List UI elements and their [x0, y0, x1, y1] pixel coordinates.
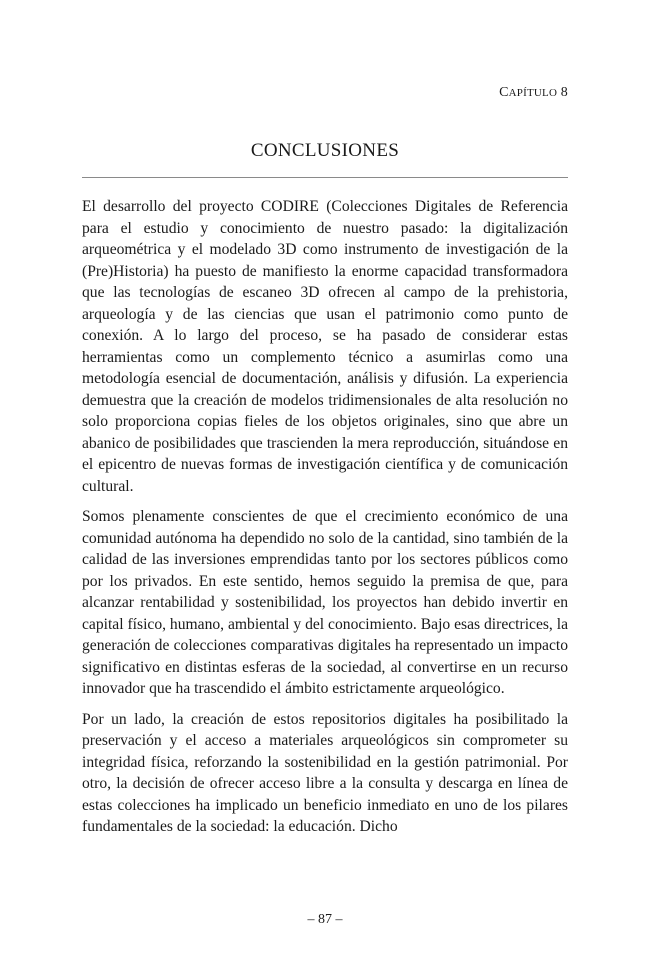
paragraph: Somos plenamente conscientes de que el crecimiento económico de una comunidad autónoma ha dependido no solo de la cantidad, sino también de la calidad de las inversiones emprendidas tanto por los sectores públicos como por los privados. En este sentido, hemos seguido la premisa de que, para alcanzar rentabilidad y sostenibilidad, los proyectos han debido invertir en capital físico, humano, ambiental y del conocimiento. Bajo esas directrices, la generación de colecciones comparativas digitales ha representado un impacto significativo en distintas esferas de la sociedad, al convertirse en un recurso innovador que ha trascendido el ámbito estrictamente arqueológico. — [82, 508, 568, 697]
title-divider — [82, 177, 568, 178]
chapter-word: APÍTULO — [508, 87, 558, 99]
chapter-initial: C — [499, 85, 509, 100]
paragraph: El desarrollo del proyecto CODIRE (Colecciones Digitales de Referencia para el estudio y conocimiento de nuestro pasado: la digitalización arqueométrica y el modelado 3D como instrumento de investigación de la (Pre)Historia) ha puesto de manifiesto la enorme capacidad transformadora que las tecnologías de escaneo 3D ofrecen al campo de la prehistoria, arqueología y de las ciencias que usan el patrimonio como punto de conexión. A lo largo del proceso, se ha pasado de considerar estas herramientas como un complemento técnico a asumirlas como una metodología esencial de documentación, análisis y difusión. La experiencia demuestra que la creación de modelos tridimensionales de alta resolución no solo proporciona copias fieles de los objetos originales, sino que abre un abanico de posibilidades que trascienden la mera reproducción, situándose en el epicentro de nuevas formas de investigación científica y de comunicación cultural. — [82, 198, 568, 495]
chapter-number: 8 — [560, 85, 568, 100]
chapter-title: CONCLUSIONES — [250, 140, 400, 161]
running-header — [499, 85, 568, 101]
paragraph: Por un lado, la creación de estos repositorios digitales ha posibilitado la preservación y el acceso a materiales arqueológicos sin comprometer su integridad física, reforzando la sostenibilidad en la gestión patrimonial. Por otro, la decisión de ofrecer acceso libre a la consulta y descarga en línea de estas colecciones ha implicado un beneficio inmediato en uno de los pilares fundamentales de la sociedad: la educación. Dicho — [82, 710, 568, 835]
page-number: – 87 – — [307, 912, 343, 927]
body-text — [82, 196, 568, 847]
